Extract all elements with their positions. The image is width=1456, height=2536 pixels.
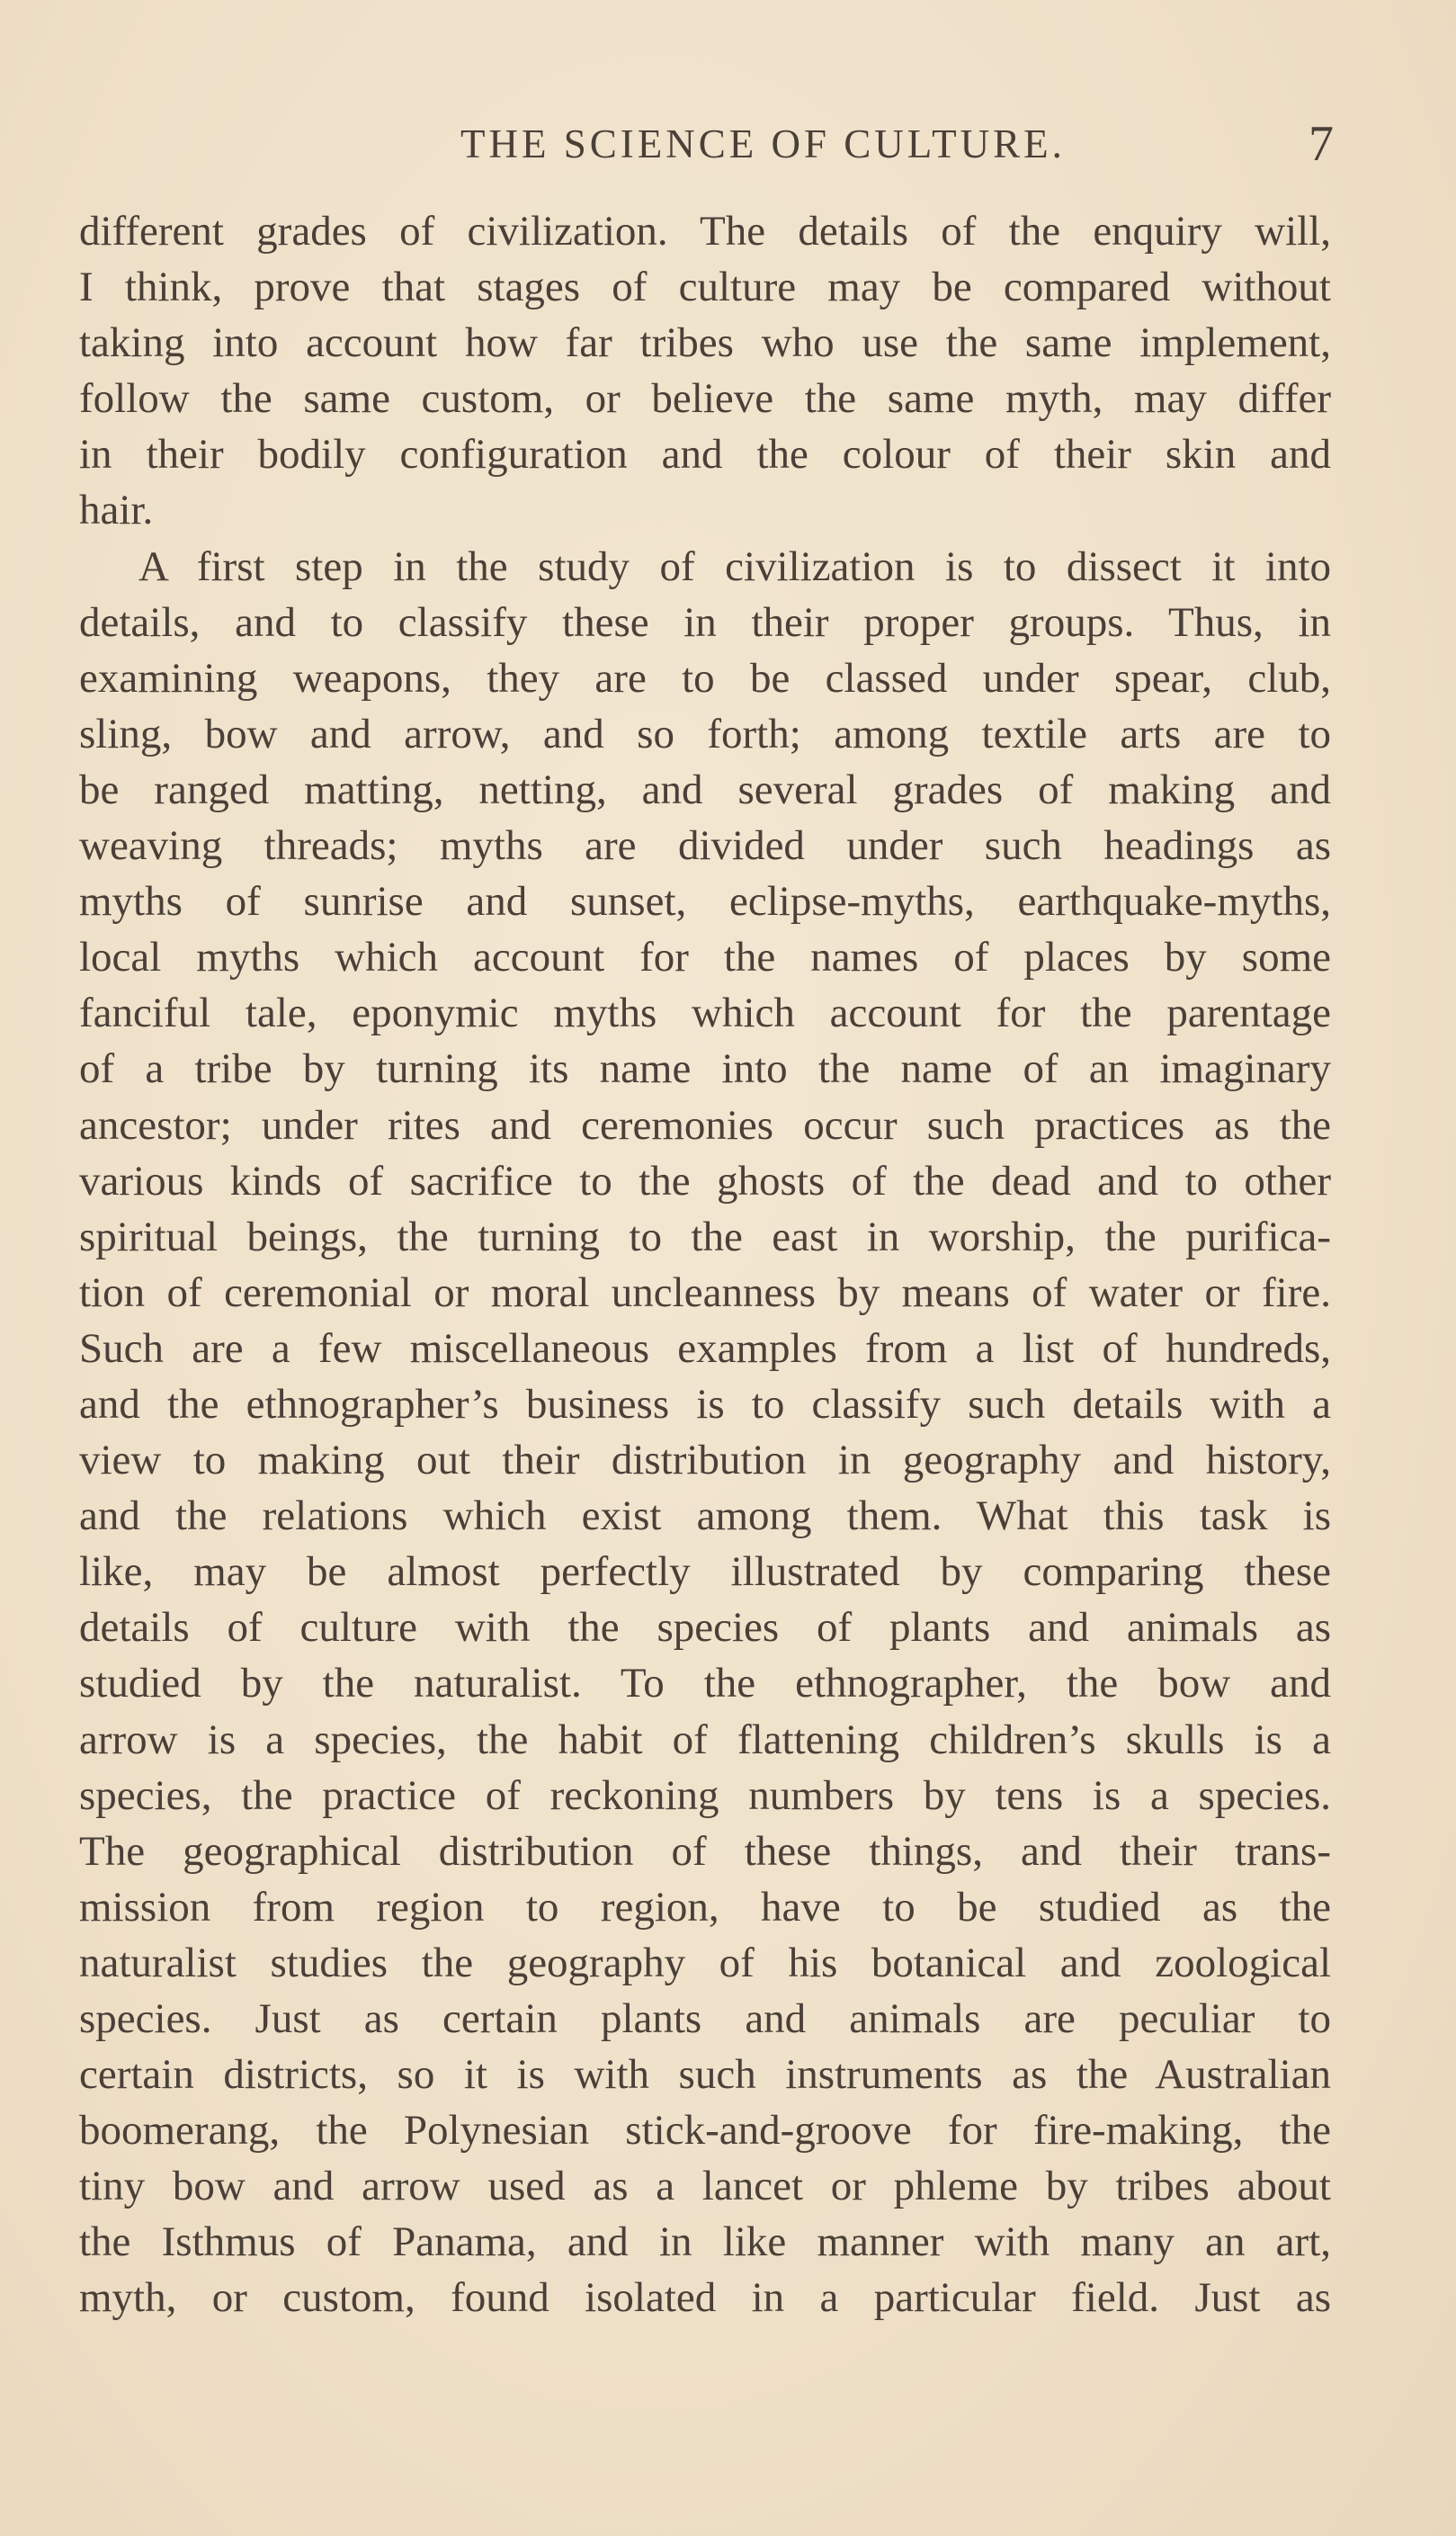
text-line: the Isthmus of Panama, and in like manner with many an art, (79, 2218, 1331, 2266)
text-line: spiritual beings, the turning to the east in worship, the purifica- (79, 1213, 1331, 1260)
text-line: species. Just as certain plants and animals are peculiar to (79, 1995, 1331, 2042)
text-line: sling, bow and arrow, and so forth; among textile arts are to (79, 710, 1331, 757)
text-line: hair. (79, 487, 154, 534)
text-line: myth, or custom, found isolated in a particular field. Just as (79, 2274, 1331, 2322)
running-head (0, 115, 1456, 178)
paragraph (79, 203, 1331, 539)
running-title: THE SCIENCE OF CULTURE. (460, 121, 1066, 166)
text-line: follow the same custom, or believe the same myth, may differ (79, 375, 1331, 423)
text-line: local myths which account for the names of places by some (79, 934, 1331, 981)
text-line: species, the practice of reckoning numbers by tens is a species. (79, 1771, 1331, 1819)
text-line: taking into account how far tribes who use the same implement, (79, 319, 1331, 367)
text-line: ancestor; under rites and ceremonies occur such practices as the (79, 1101, 1331, 1149)
text-line: naturalist studies the geography of his botanical and zoological (79, 1939, 1331, 1986)
text-line: be ranged matting, netting, and several grades of making and (79, 766, 1331, 813)
text-line: Such are a few miscellaneous examples from a list of hundreds, (79, 1324, 1331, 1372)
text-line: A first step in the study of civilization is to dissect it into (138, 542, 1331, 590)
text-line: and the ethnographer’s business is to classify such details with a (79, 1380, 1331, 1428)
text-line: studied by the naturalist. To the ethnographer, the bow and (79, 1660, 1331, 1707)
text-line: different grades of civilization. The details of the enquiry will, (79, 208, 1331, 255)
text-line: tion of ceremonial or moral uncleanness by means of water or fire. (79, 1268, 1331, 1316)
text-line: boomerang, the Polynesian stick-and-groove for fire-making, the (79, 2107, 1331, 2155)
text-line: examining weapons, they are to be classed under spear, club, (79, 654, 1331, 702)
paragraph (79, 539, 1331, 2326)
text-line: arrow is a species, the habit of flattening children’s skulls is a (79, 1716, 1331, 1763)
text-line: details, and to classify these in their proper groups. Thus, in (79, 598, 1331, 646)
text-line: view to making out their distribution in geography and history, (79, 1437, 1331, 1484)
text-line: tiny bow and arrow used as a lancet or phleme by tribes about (79, 2163, 1331, 2210)
text-line: of a tribe by turning its name into the name of an imaginary (79, 1045, 1331, 1093)
text-line: The geographical distribution of these things, and their trans- (79, 1827, 1331, 1875)
text-line: like, may be almost perfectly illustrated by comparing these (79, 1548, 1331, 1596)
text-line: in their bodily configuration and the colour of their skin and (79, 431, 1331, 479)
text-line: weaving threads; myths are divided under such headings as (79, 822, 1331, 870)
page-number: 7 (1309, 116, 1334, 172)
text-line: fanciful tale, eponymic myths which account for the parentage (79, 990, 1331, 1037)
text-line: certain districts, so it is with such instruments as the Australian (79, 2051, 1331, 2099)
text-line: details of culture with the species of plants and animals as (79, 1604, 1331, 1652)
body-text (79, 203, 1331, 2326)
text-line: myths of sunrise and sunset, eclipse-myths, earthquake-myths, (79, 878, 1331, 926)
text-line: various kinds of sacrifice to the ghosts of the dead and to other (79, 1157, 1331, 1205)
text-line: I think, prove that stages of culture may be compared without (79, 264, 1331, 311)
text-line: mission from region to region, have to be studied as the (79, 1883, 1331, 1931)
text-line: and the relations which exist among them. What this task is (79, 1492, 1331, 1540)
